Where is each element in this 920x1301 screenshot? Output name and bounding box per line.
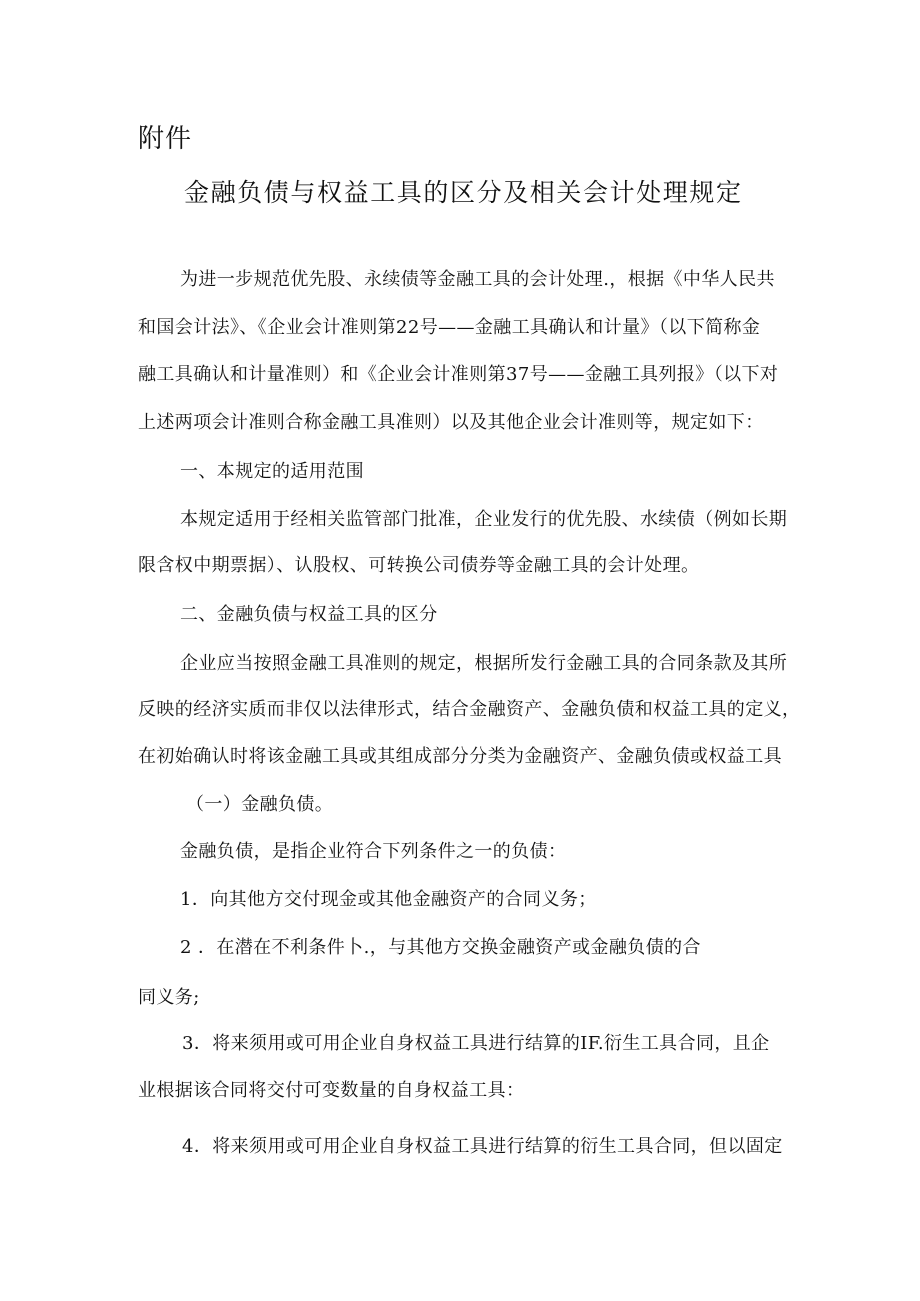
section-heading: 二、金融负债与权益工具的区分 — [180, 604, 438, 625]
intro-line-3: 融工具确认和计量准则）和《企业会计准则第37号——金融工具列报》（以下对 — [138, 364, 779, 385]
attachment-label: 附件 — [138, 124, 193, 154]
list-item: 3．将来须用或可用企业自身权益工具进行结算的IF.衍生工具合同，且企 — [182, 1033, 770, 1054]
paragraph-line: 本规定适用于经相关监管部门批准，企业发行的优先股、水续债（例如长期 — [180, 509, 788, 530]
paragraph-line: 企业应当按照金融工具准则的规定，根据所发行金融工具的合同条款及其所 — [180, 653, 788, 674]
paragraph-line: 反映的经济实质而非仅以法律形式，结合金融资产、金融负债和权益工具的定义， — [138, 699, 801, 720]
paragraph-line: 在初始确认时将该金融工具或其组成部分分类为金融资产、金融负债或权益工具 — [138, 746, 782, 767]
intro-line-1: 为进一步规范优先股、永续债等金融工具的会计处理.，根据《中华人民共 — [180, 269, 775, 290]
section-heading: 一、本规定的适用范围 — [180, 461, 364, 482]
paragraph-line: 金融负债，是指企业符合下列条件之一的负债： — [180, 841, 567, 862]
document-title: 金融负债与权益工具的区分及相关会计处理规定 — [184, 178, 743, 207]
list-item: 2 ．在潜在不利条件卜.，与其他方交换金融资产或金融负债的合 — [180, 937, 701, 958]
subsection-heading: （一）金融负债。 — [186, 794, 334, 815]
list-item-continuation: 业根据该合同将交付可变数量的自身权益工具： — [138, 1080, 525, 1101]
list-item: 1．向其他方交付现金或其他金融资产的合同义务； — [180, 889, 597, 910]
list-item-continuation: 同义务; — [138, 987, 200, 1008]
list-item: 4．将来须用或可用企业自身权益工具进行结算的衍生工具合同，但以固定 — [182, 1136, 783, 1157]
paragraph-line: 限含权中期票据）、认股权、可转换公司债券等金融工具的会计处理。 — [138, 555, 700, 576]
intro-line-2: 和国会计法》、《企业会计准则第22号——金融工具确认和计量》（以下简称金 — [138, 317, 761, 338]
intro-line-4: 上述两项会计准则合称金融工具准则）以及其他企业会计准则等，规定如下： — [138, 412, 764, 433]
